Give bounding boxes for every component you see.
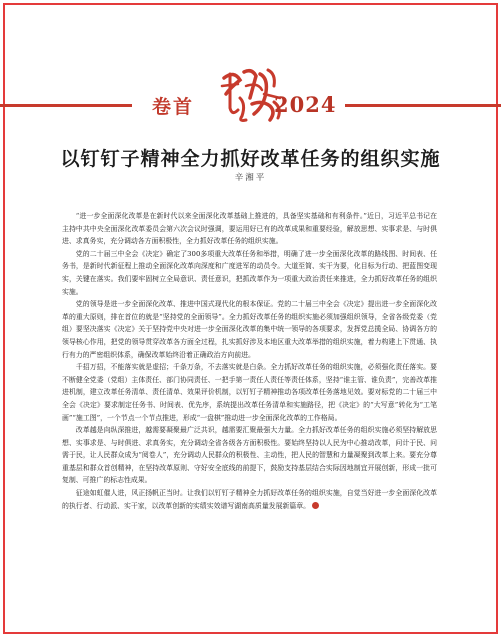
paragraph-last — [62, 487, 437, 512]
article-title: 以钉钉子精神全力抓好改革任务的组织实施 — [60, 148, 441, 170]
paragraph: 千招万招，不能落实就是虚招；千条万条，不去落实就是白条。全力抓好改革任务的组织实施，必须强化责任落实。要不断健全党委（党组）主体责任、部门协同责任、一把手第一责任人责任等责任体系，坚持“谁主管、谁负责”，完善改革推进机制，建立改革任务清单、责任清单、效果评价机制，以钉钉子精神推动各项改革任务落地见效。要对标党的二十届三中全会《决定》要求制定任务书、时间表、优先序，系统提出改革任务清单和实施路径，把《决定》的“大写意”转化为“工笔画”“施工图”，一个节点一个节点推进，形成“一盘棋”推动进一步全面深化改革的工作格局。 — [62, 363, 437, 422]
article-author: 辛湘平 — [234, 173, 267, 183]
banner-rule-right — [345, 104, 501, 107]
paragraph: “进一步全面深化改革是在新时代以来全面深化改革基础上推进的，具备坚实基础和有利条件。”近日，习近平总书记在主持中共中央全面深化改革委员会第六次会议时强调，要运用好已有的改革成果和重要经验，解放思想、实事求是、与时俱进、求真务实，充分调动各方面积极性，全力抓好改革任务的组织实施。 — [62, 212, 437, 246]
paragraph: 改革越是向纵深推进，越需要凝聚最广泛共识，越需要汇聚最强大力量。全力抓好改革任务的组织实施必须坚持解放思想、实事求是、与时俱进、求真务实，充分调动全省各级各方面积极性。要始终坚持以人民为中心推动改革，问计于民、问需于民，让人民群众成为“阅卷人”，充分调动人民群众的积极性、主动性，把人民的智慧和力量凝聚到改革上来。要充分尊重基层和群众首创精神，在坚持改革原则、守好安全底线的前提下，鼓励支持基层结合实际因地制宜开展创新，形成一批可复制、可推广的标志性成果。 — [62, 426, 437, 485]
end-mark-icon — [312, 502, 319, 509]
article-body — [62, 210, 437, 512]
year-label: 2024 — [274, 92, 337, 117]
paragraph: 党的领导是进一步全面深化改革、推进中国式现代化的根本保证。党的二十届三中全会《决定》提出进一步全面深化改革的重大原则，排在首位的就是“坚持党的全面领导”。全力抓好改革任务的组织实施必须加强组织领导，全省各级党委（党组）要坚决落实《决定》关于坚持党中央对进一步全面深化改革的集中统一领导的各项要求，发挥党总揽全局、协调各方的领导核心作用，把党的领导贯穿改革各方面全过程，扎实抓好涉及本地区重大改革举措的组织实施，着力构建上下贯通、执行有力的严密组织体系，确保改革始终沿着正确政治方向前进。 — [62, 300, 437, 359]
paragraph: 党的二十届三中全会《决定》确定了300多项重大改革任务和举措，明确了进一步全面深化改革的路线图、时间表、任务书，是新时代新征程上推动全面深化改革向深度和广度进军的动员令。大道至简、实干为要，化目标为行动、把蓝图变现实，关键在落实。我们要牢固树立全局意识、责任意识，把抓改革作为一项重大政治责任来推进，全力抓好改革任务的组织实施。 — [62, 249, 437, 296]
column-name: 卷首 — [152, 96, 195, 118]
paragraph-text: 征途如虹催人进，风正扬帆正当时。让我们以钉钉子精神全力抓好改革任务的组织实施，自觉当好进一步全面深化改革的执行者、行动派、实干家，以改革创新的实绩实效谱写湖南高质量发展新篇章。 — [62, 489, 437, 510]
column-banner — [0, 58, 501, 128]
banner-rule-left — [0, 104, 132, 107]
